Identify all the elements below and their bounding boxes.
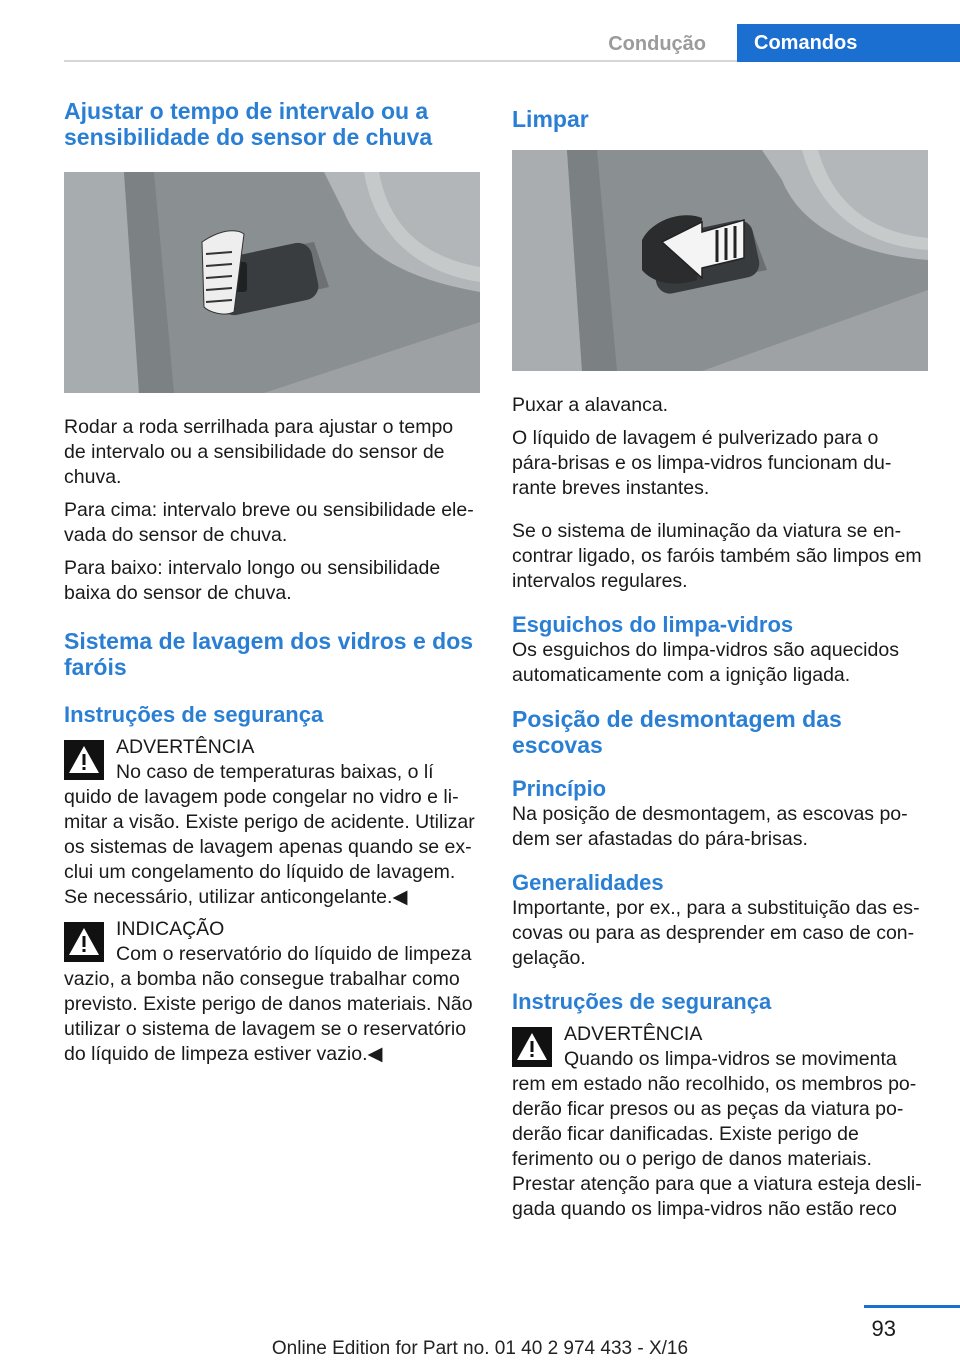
page-number: 93 — [871, 1316, 896, 1341]
footer-rule — [864, 1305, 960, 1308]
paragraph: Se o sistema de iluminação da viatura se encontrar ligado, os faróis também são limpos em intervalos regulares. — [512, 520, 922, 592]
subsection-title-nozzles: Esguichos do limpa-vidros — [512, 612, 794, 637]
wiper-wheel-illustration — [64, 172, 480, 393]
warning-text-first-line: No caso de temperaturas baixas, o lí — [116, 761, 434, 783]
paragraph: Rodar a roda serrilhada para ajustar o tempo de intervalo ou a sensibilidade do sensor de chuva. — [64, 416, 454, 488]
paragraph: Puxar a alavanca. — [512, 394, 669, 416]
paragraph: Importante, por ex., para a substituição das escovas ou para as desprender em caso de congelação. — [512, 897, 920, 969]
paragraph: Na posição de desmontagem, as escovas podem ser afastadas do pára-brisas. — [512, 803, 908, 850]
wiper-lever-drawing — [512, 150, 928, 371]
subsection-title-general: Generalidades — [512, 870, 664, 895]
warning-block — [512, 1021, 928, 1222]
paragraph: Os esguichos do limpa-vidros são aquecidos automaticamente com a ignição ligada. — [512, 639, 899, 686]
warning-text: rem em estado não recolhido, os membros poderão ficar presos ou as peças da viatura poderão ficar danificadas. Existe perigo de ferimento ou o perigo de danos materiais. Prestar atenção para que a viatura esteja desligada quando os limpa-vidros não estão reco — [512, 1073, 922, 1220]
header-tab: Comandos — [737, 24, 960, 62]
subsection-title-safety: Instruções de segurança — [64, 702, 324, 727]
warning-icon — [64, 740, 104, 780]
subsection-title-safety: Instruções de segurança — [512, 989, 772, 1014]
warning-text: quido de lavagem pode congelar no vidro e limitar a visão. Existe perigo de acidente. Utilizar os sistemas de lavagem apenas quando se exclui um congelamento do líquido de lavagem. Se necessário, utilizar anticongelante.◀ — [64, 786, 475, 908]
warning-block — [64, 734, 480, 910]
edition-footer: Online Edition for Part no. 01 40 2 974 433 - X/16 — [271, 1338, 689, 1359]
notice-title: INDICAÇÃO — [116, 918, 225, 940]
notice-text: vazio, a bomba não consegue trabalhar como previsto. Existe perigo de danos materiais. Não utilizar o sistema de lavagem se o reservatório do líquido de limpeza estiver vazio.◀ — [64, 968, 473, 1065]
notice-text-first-line: Com o reservatório do líquido de limpeza — [116, 943, 472, 965]
notice-block — [64, 916, 480, 1067]
right-column — [512, 98, 928, 1222]
paragraph: O líquido de lavagem é pulverizado para o pára-brisas e os limpa-vidros funcionam durante breves instantes. — [512, 427, 892, 499]
left-column — [64, 98, 480, 1067]
section-title-interval: Ajustar o tempo de intervalo ou a sensibilidade do sensor de chuva — [64, 98, 433, 150]
header-section: Condução — [608, 33, 706, 55]
warning-text-first-line: Quando os limpa-vidros se movimenta — [564, 1048, 897, 1070]
section-title-removal-position: Posição de desmontagem das escovas — [512, 706, 842, 758]
wiper-wheel-drawing — [64, 172, 480, 393]
section-title-washer: Sistema de lavagem dos vidros e dos faróis — [64, 628, 474, 680]
warning-title: ADVERTÊNCIA — [116, 736, 255, 758]
subsection-title-principle: Princípio — [512, 776, 607, 801]
wiper-lever-pull-illustration — [512, 150, 928, 371]
paragraph: Para cima: intervalo breve ou sensibilidade elevada do sensor de chuva. — [64, 499, 474, 546]
paragraph: Para baixo: intervalo longo ou sensibilidade baixa do sensor de chuva. — [64, 557, 441, 604]
section-title-clean: Limpar — [512, 106, 589, 132]
warning-title: ADVERTÊNCIA — [564, 1023, 703, 1045]
warning-icon — [64, 922, 104, 962]
warning-icon — [512, 1027, 552, 1067]
